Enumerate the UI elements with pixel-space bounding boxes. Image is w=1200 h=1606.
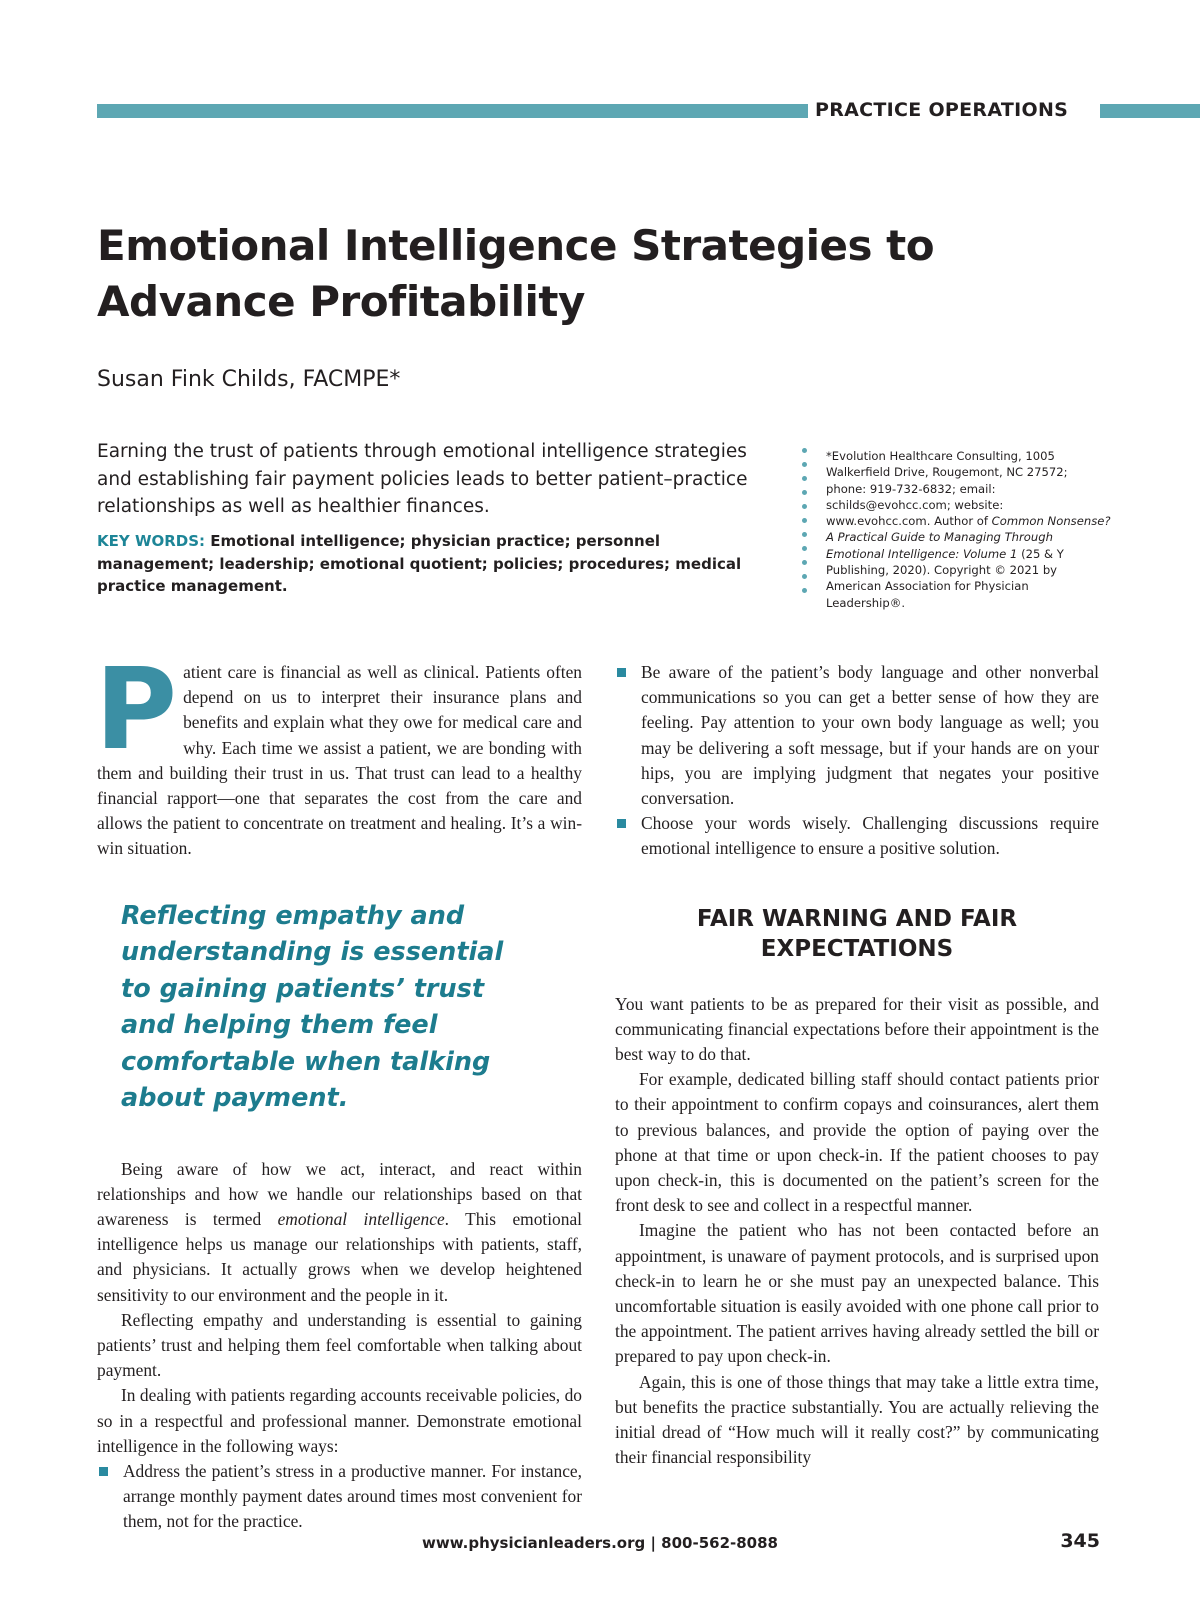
- bullet-text: Choose your words wisely. Challenging discussions require emotional intelligence to ensure a positive solution.: [641, 813, 1099, 859]
- emphasis-term: emotional intelligence: [277, 1209, 445, 1230]
- author-affiliation: [826, 448, 1111, 611]
- keywords: [97, 530, 777, 598]
- bullet-item: [97, 1459, 582, 1535]
- square-bullet-icon: [617, 668, 626, 677]
- bullet-item: [615, 811, 1099, 861]
- paragraph-text: . This emotional intelligence helps us manage our relationships with patients, staff, and physicians. It actually grows when we develop heightened sensitivity to our environment and the people in it.: [97, 1209, 582, 1305]
- body-paragraph: Reflecting empathy and understanding is essential to gaining patients’ trust and helping them feel comfortable when talking about payment.: [97, 1309, 582, 1381]
- paragraph-text: atient care is financial as well as clinical. Patients often depend on us to interpret their insurance plans and benefits and explain what they owe for medical care and why. Each time we assist a patient, we are bonding with them and building their trust in us. That trust can lead to a healthy financial rapport—one that separates the cost from the care and allows the patient to concentrate on treatment and healing. It’s a win-win situation.: [97, 662, 582, 859]
- keywords-label: KEY WORDS:: [97, 532, 206, 550]
- section-label: PRACTICE OPERATIONS: [815, 99, 1069, 121]
- bullet-text: Address the patient’s stress in a productive manner. For instance, arrange monthly payment dates around times most convenient for them, not for the practice.: [123, 1461, 582, 1532]
- body-paragraph: Imagine the patient who has not been contacted before an appointment, is unaware of payment protocols, and is surprised upon check-in to learn he or she must pay an unexpected balance. This uncomfortable situation is easily avoided with one phone call prior to the appointment. The patient arrives having already settled the bill or prepared to pay upon check-in.: [615, 1220, 1099, 1367]
- section-heading: FAIR WARNING AND FAIR EXPECTATIONS: [696, 905, 1018, 962]
- bullet-item: [615, 660, 1099, 811]
- body-paragraph: For example, dedicated billing staff should contact patients prior to their appointment to confirm copays and coinsurances, alert them to previous balances, and provide the option of paying over the phone at that time or upon check-in. If the patient chooses to pay upon check-in, this is documented on the patient’s screen for the front desk to see and collect in a respectful manner.: [615, 1069, 1099, 1216]
- header-rule-right: [1100, 104, 1200, 118]
- body-paragraph: [95, 645, 582, 862]
- square-bullet-icon: [99, 1467, 108, 1476]
- header-rule-left: [97, 104, 808, 118]
- body-column-left: [95, 645, 582, 1535]
- article-title: Emotional Intelligence Strategies to Advance Profitability: [97, 221, 935, 326]
- keywords-text: Emotional intelligence; physician practice; personnel management; leadership; emotional quotient; policies; procedures; medical practice management.: [97, 532, 742, 595]
- article-abstract: Earning the trust of patients through emotional intelligence strategies and establishing fair payment policies leads to better patient–practice relationships as well as healthier finances.: [97, 441, 748, 517]
- bullet-text: Be aware of the patient’s body language and other nonverbal communications so you can get a better sense of how they are feeling. Pay attention to your own body language as well; you may be delivering a soft message, but if your hands are on your hips, you are implying judgment that negates your positive conversation.: [641, 662, 1099, 809]
- article-author: Susan Fink Childs, FACMPE*: [97, 367, 401, 392]
- pull-quote: Reflecting empathy and understanding is essential to gaining patients’ trust and helping them feel comfortable when talking about payment.: [121, 900, 504, 1114]
- paragraph-text: Being aware of how we act, interact, and react within relationships and how we handle our relationships based on that awareness is termed: [97, 1158, 582, 1230]
- body-column-right: [615, 660, 1099, 1470]
- footer-contact: www.physicianleaders.org | 800-562-8088: [422, 1534, 778, 1552]
- body-paragraph: Again, this is one of those things that may take a little extra time, but benefits the practice substantially. You are actually relieving the initial dread of “How much will it really cost?” by communicating their financial responsibility: [615, 1371, 1099, 1468]
- affiliation-book-title: Common Nonsense? A Practical Guide to Managing Through Emotional Intelligence: Volume 1: [826, 514, 1111, 561]
- body-paragraph: In dealing with patients regarding accounts receivable policies, do so in a respectful and professional manner. Demonstrate emotional intelligence in the following ways:: [97, 1385, 582, 1456]
- body-paragraph: [97, 1157, 582, 1308]
- drop-cap: P: [95, 645, 178, 775]
- dotted-divider: [802, 448, 808, 598]
- body-paragraph: You want patients to be as prepared for their visit as possible, and communicating financial expectations before their appointment is the best way to do that.: [615, 993, 1099, 1065]
- affiliation-text: *Evolution Healthcare Consulting, 1005 Walkerfield Drive, Rougemont, NC 27572; phone: 919-732-6832; email: schilds@evohcc.com; website: www.evohcc.com. Author of: [826, 449, 1068, 529]
- square-bullet-icon: [617, 819, 626, 828]
- page-number: 345: [1060, 1530, 1100, 1552]
- affiliation-text-end: (25 & Y Publishing, 2020). Copyright © 2021 by American Association for Physician Leadership®.: [826, 546, 1064, 610]
